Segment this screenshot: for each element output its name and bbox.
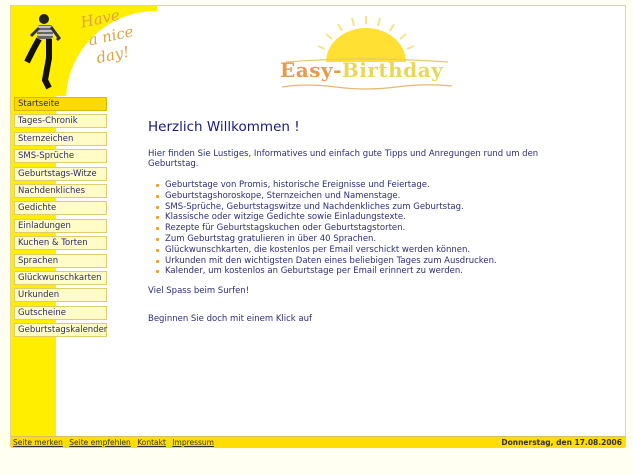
sidebar-item-kuchen-torten[interactable]: Kuchen & Torten — [14, 236, 107, 250]
start-hint-text: Beginnen Sie doch mit einem Klick auf — [148, 314, 313, 325]
footer-link-kontakt[interactable]: Kontakt — [137, 438, 166, 447]
sidebar-item-startseite[interactable]: Startseite — [14, 97, 107, 111]
list-item: Glückwunschkarten, die kostenlos per Email verschickt werden können. — [156, 245, 548, 256]
current-date: Donnerstag, den 17.08.2006 — [501, 438, 622, 447]
list-item: Kalender, um kostenlos an Geburtstage per Email erinnert zu werden. — [156, 266, 548, 277]
logo-text — [280, 58, 443, 82]
logo-text-birthday: Birthday — [341, 58, 444, 82]
closing-text: Viel Spass beim Surfen! — [148, 286, 250, 297]
list-item: Geburtstagshoroskope, Sternzeichen und Namenstage. — [156, 191, 548, 202]
intro-text: Hier finden Sie Lustiges, Informatives und einfach gute Tipps und Anregungen rund um den Geburtstag. — [148, 149, 539, 169]
sidebar-item-sms-sprueche[interactable]: SMS-Sprüche — [14, 149, 107, 163]
footer-link-seite-merken[interactable]: Seite merken — [13, 438, 63, 447]
dancing-mime-icon — [23, 10, 63, 92]
feature-list — [148, 180, 548, 277]
greeting-line: a nice — [86, 22, 136, 50]
sidebar-item-sprachen[interactable]: Sprachen — [14, 254, 107, 268]
list-item: SMS-Sprüche, Geburtstagswitze und Nachdenkliches zum Geburtstag. — [156, 202, 548, 213]
footer-links — [13, 437, 218, 448]
sidebar-item-urkunden[interactable]: Urkunden — [14, 288, 107, 302]
sidebar-item-gutscheine[interactable]: Gutscheine — [14, 306, 107, 320]
list-item: Zum Geburtstag gratulieren in über 40 Sprachen. — [156, 234, 548, 245]
footer-link-impressum[interactable]: Impressum — [172, 438, 214, 447]
sidebar-item-geburtstagskalender[interactable]: Geburtstagskalender — [14, 323, 107, 337]
list-item: Geburtstage von Promis, historische Ereignisse und Feiertage. — [156, 180, 548, 191]
wave-underline-icon — [276, 82, 456, 92]
page-frame — [10, 5, 626, 447]
site-logo[interactable] — [276, 12, 456, 92]
greeting-line: day! — [94, 42, 131, 68]
greeting-line: Have — [79, 6, 122, 32]
sidebar-item-gedichte[interactable]: Gedichte — [14, 201, 107, 215]
sidebar-item-sternzeichen[interactable]: Sternzeichen — [14, 132, 107, 146]
footer-bar — [11, 436, 625, 448]
sidebar-item-tages-chronik[interactable]: Tages-Chronik — [14, 114, 107, 128]
list-item: Rezepte für Geburtstagskuchen oder Geburtstagstorten. — [156, 223, 548, 234]
footer-link-seite-empfehlen[interactable]: Seite empfehlen — [69, 438, 131, 447]
sidebar-nav — [14, 97, 107, 340]
header-banner — [11, 6, 157, 96]
sidebar-item-nachdenkliches[interactable]: Nachdenkliches — [14, 184, 107, 198]
list-item: Urkunden mit den wichtigsten Daten eines beliebigen Tages zum Ausdrucken. — [156, 256, 548, 267]
page-title: Herzlich Willkommen ! — [148, 119, 300, 135]
list-item: Klassische oder witzige Gedichte sowie Einladungstexte. — [156, 212, 548, 223]
sidebar-item-glueckwunschkarten[interactable]: Glückwunschkarten — [14, 271, 107, 285]
sidebar-item-einladungen[interactable]: Einladungen — [14, 219, 107, 233]
logo-text-easy: Easy- — [280, 58, 342, 82]
sidebar-item-geburtstags-witze[interactable]: Geburtstags-Witze — [14, 167, 107, 181]
main-content — [148, 119, 548, 324]
